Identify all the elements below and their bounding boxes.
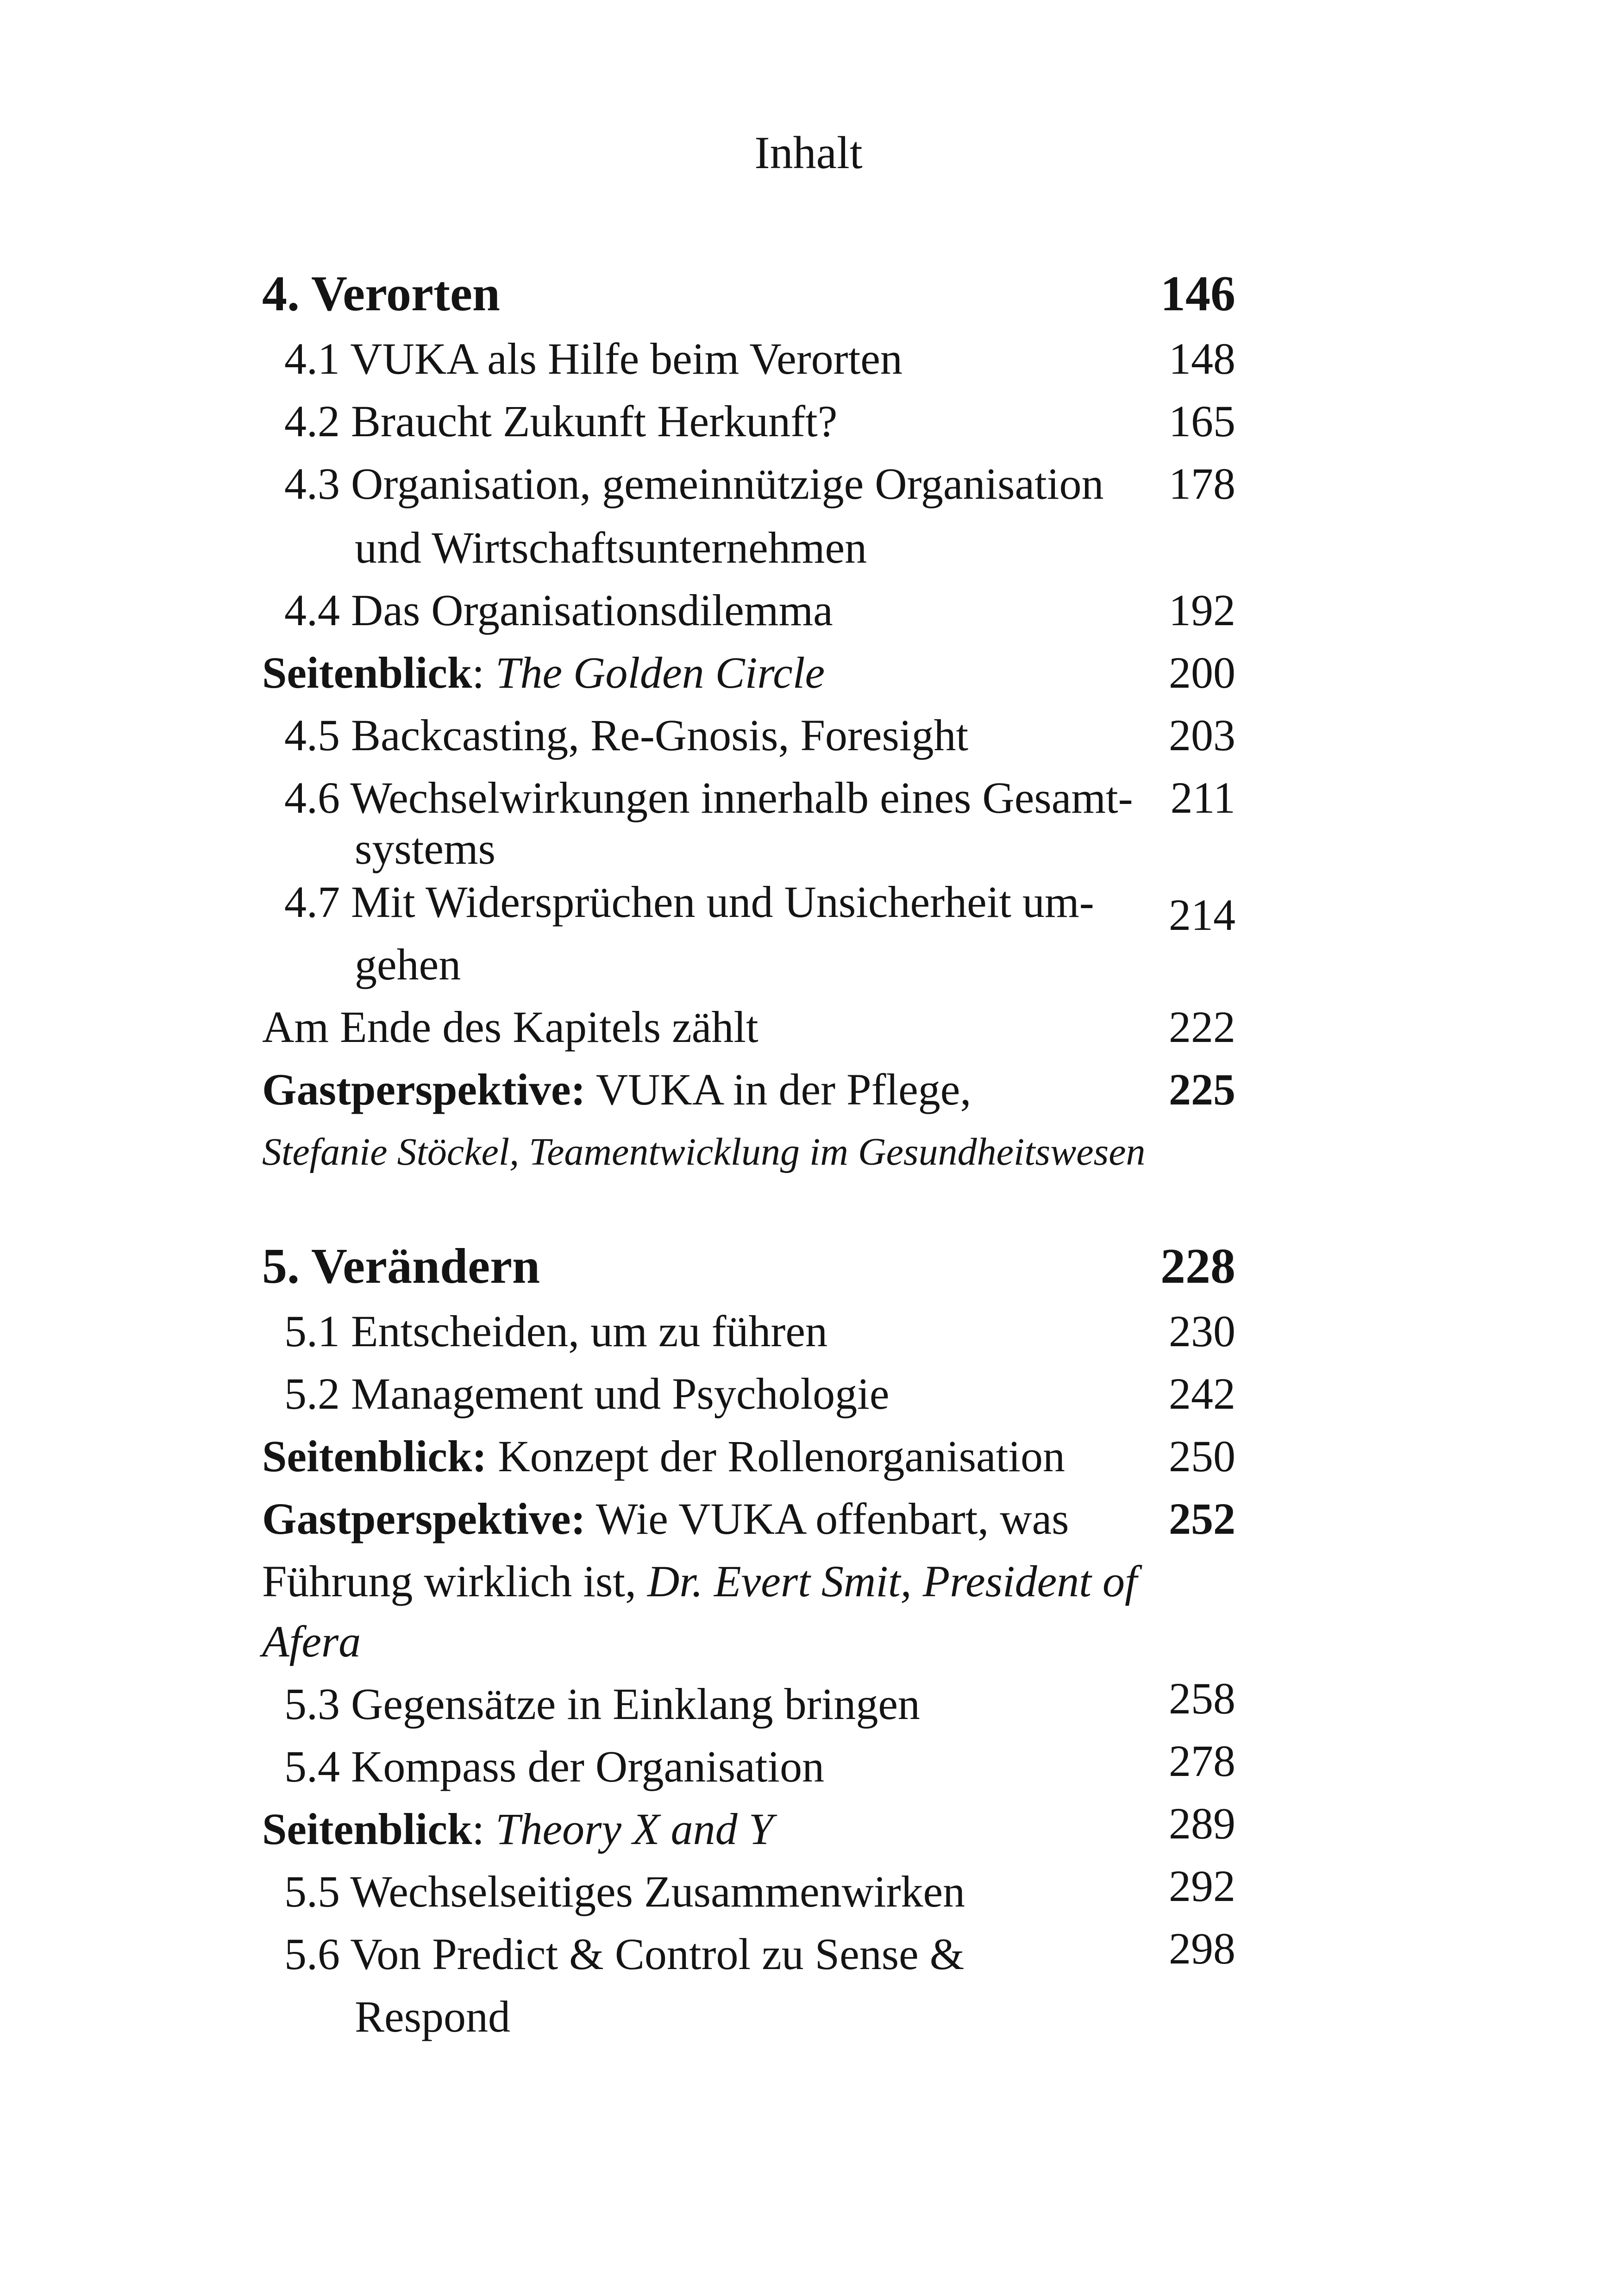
page-number: 178: [1169, 459, 1235, 508]
entry-title-line-2: Respond: [355, 1992, 510, 2041]
page-number: 242: [1169, 1369, 1235, 1418]
page-number: 298: [1169, 1924, 1235, 1973]
toc-chapter-4[interactable]: [0, 264, 1617, 324]
entry-title-line-1: 4.3 Organisation, gemeinnützige Organisation: [284, 459, 1104, 508]
entry-title-line-1: 5.6 Von Predict & Control zu Sense &: [284, 1929, 965, 1979]
gastperspektive-label: Gastperspektive:: [262, 1065, 586, 1114]
toc-gastperspektive-fuehrung-cont-2: [0, 1612, 1617, 1672]
toc-seitenblick-golden-circle[interactable]: [0, 643, 1617, 703]
page-number: 258: [1169, 1674, 1235, 1723]
toc-gastperspektive-fuehrung-cont: [0, 1551, 1617, 1612]
toc-entry-5-6-cont: [0, 1987, 1617, 2047]
page-number: 230: [1169, 1306, 1235, 1356]
entry-title-line-2: systems: [355, 824, 496, 873]
entry-title: 5.5 Wechselseitiges Zusammenwirken: [284, 1867, 965, 1916]
separator: :: [472, 1804, 496, 1854]
gastperspektive-title: VUKA in der Pflege,: [585, 1065, 971, 1114]
entry-title: Am Ende des Kapitels zählt: [262, 1002, 758, 1052]
seitenblick-title: Konzept der Rollenorganisation: [487, 1431, 1065, 1481]
page-number: 289: [1169, 1799, 1235, 1848]
page-number: 292: [1169, 1861, 1235, 1911]
gastperspektive-author-line-2: Afera: [262, 1617, 361, 1666]
toc-entry-4-6-cont: [0, 819, 1617, 879]
page-number: 214: [1169, 890, 1235, 940]
chapter-title: 5. Verändern: [262, 1239, 540, 1294]
toc-chapter-5[interactable]: [0, 1236, 1617, 1297]
entry-title: 5.2 Management und Psychologie: [284, 1369, 890, 1418]
toc-seitenblick-rollenorganisation[interactable]: [0, 1426, 1617, 1487]
toc-entry-4-3-cont: [0, 518, 1617, 578]
seitenblick-label: Seitenblick: [262, 1804, 472, 1854]
seitenblick-label: Seitenblick:: [262, 1431, 487, 1481]
page-number: 222: [1169, 1002, 1235, 1052]
toc-entry-5-4[interactable]: [0, 1737, 1617, 1797]
page-number: 228: [1160, 1239, 1235, 1294]
entry-title-line-2: gehen: [355, 940, 461, 989]
gastperspektive-title-line-2: Führung wirklich ist,: [262, 1556, 647, 1606]
toc-entry-5-2[interactable]: [0, 1364, 1617, 1424]
separator: :: [472, 648, 496, 697]
toc-seitenblick-theory-x-y[interactable]: [0, 1799, 1617, 1859]
page-number: 225: [1169, 1065, 1235, 1114]
seitenblick-title: Theory X and Y: [495, 1804, 774, 1854]
page-number: 203: [1169, 710, 1235, 760]
toc-entry-4-7-cont: [0, 935, 1617, 995]
toc-entry-4-3[interactable]: [0, 454, 1617, 514]
toc-entry-5-5[interactable]: [0, 1862, 1617, 1922]
entry-title: 4.5 Backcasting, Re-Gnosis, Foresight: [284, 710, 969, 760]
page-number: 146: [1160, 266, 1235, 321]
toc-gastperspektive-fuehrung[interactable]: [0, 1489, 1617, 1549]
page-number: 211: [1170, 773, 1235, 822]
page-number: 200: [1169, 648, 1235, 697]
page-number: 148: [1169, 334, 1235, 383]
page-header-title: Inhalt: [754, 127, 863, 178]
entry-title-line-1: 4.7 Mit Widersprüchen und Unsicherheit um-: [284, 877, 1094, 927]
toc-entry-4-5[interactable]: [0, 705, 1617, 765]
toc-entry-4-1[interactable]: [0, 329, 1617, 389]
toc-entry-chapter-end[interactable]: [0, 997, 1617, 1057]
page-number: 165: [1169, 396, 1235, 446]
chapter-title: 4. Verorten: [262, 266, 500, 321]
entry-title: 4.4 Das Organisationsdilemma: [284, 585, 833, 635]
toc-entry-4-4[interactable]: [0, 580, 1617, 640]
entry-title: 5.3 Gegensätze in Einklang bringen: [284, 1679, 920, 1729]
page-number: 250: [1169, 1431, 1235, 1481]
entry-title: 5.1 Entscheiden, um zu führen: [284, 1306, 827, 1356]
toc-entry-4-2[interactable]: [0, 391, 1617, 452]
page-number: 252: [1169, 1494, 1235, 1543]
page-number: 278: [1169, 1736, 1235, 1786]
gastperspektive-author: Dr. Evert Smit, President of: [647, 1556, 1137, 1606]
gastperspektive-label: Gastperspektive:: [262, 1494, 586, 1543]
toc-entry-5-6[interactable]: [0, 1924, 1617, 1984]
entry-title-line-1: 4.6 Wechselwirkungen innerhalb eines Gesamt-: [284, 773, 1133, 822]
gastperspektive-author: Stefanie Stöckel, Teamentwicklung im Gesundheitswesen: [262, 1130, 1146, 1173]
seitenblick-title: The Golden Circle: [495, 648, 825, 697]
entry-title-line-2: und Wirtschaftsunternehmen: [355, 523, 867, 572]
toc-entry-5-1[interactable]: [0, 1301, 1617, 1361]
toc-entry-4-7[interactable]: [0, 872, 1617, 940]
entry-title: 4.2 Braucht Zukunft Herkunft?: [284, 396, 838, 446]
toc-gastperspektive-pflege[interactable]: [0, 1060, 1617, 1120]
toc-gastperspektive-author: [0, 1122, 1617, 1182]
entry-title: 4.1 VUKA als Hilfe beim Verorten: [284, 334, 903, 383]
entry-title: 5.4 Kompass der Organisation: [284, 1742, 825, 1791]
toc-entry-5-3[interactable]: [0, 1674, 1617, 1734]
gastperspektive-title: Wie VUKA offenbart, was: [585, 1494, 1069, 1543]
seitenblick-label: Seitenblick: [262, 648, 472, 697]
page-number: 192: [1169, 585, 1235, 635]
